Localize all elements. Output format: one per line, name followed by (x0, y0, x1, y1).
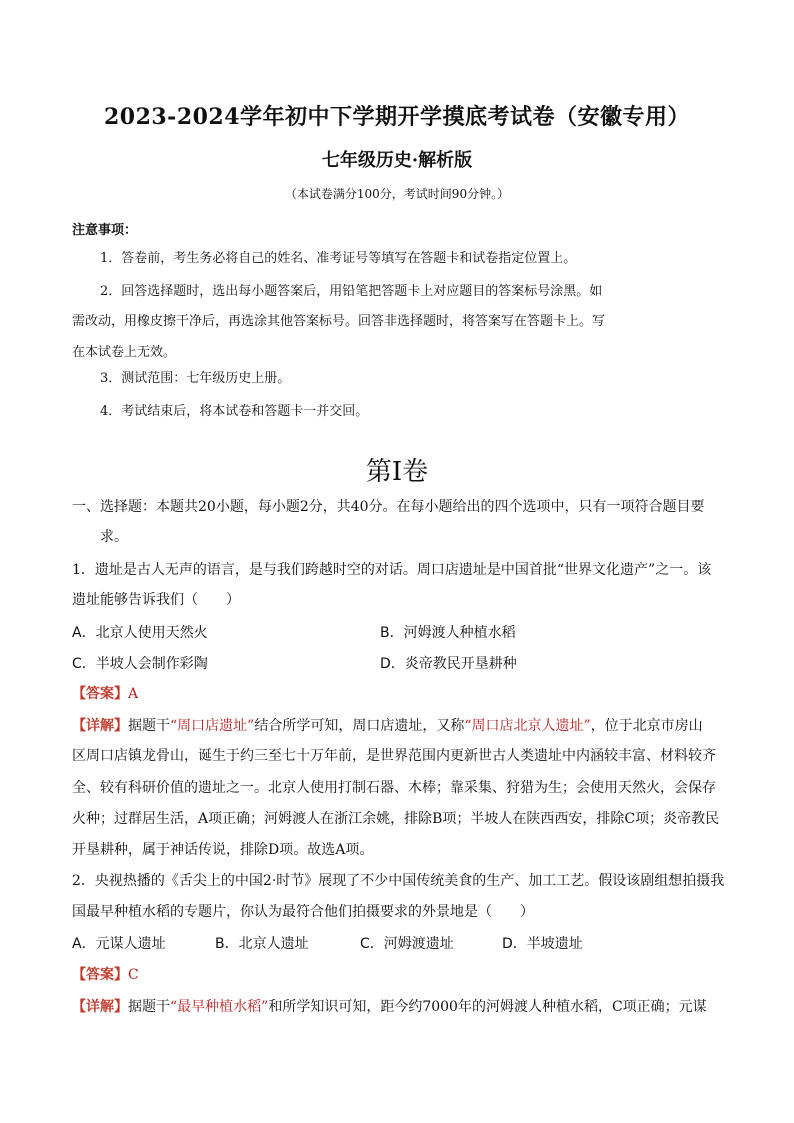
notice-item-2-line-3: 在本试卷上无效。 (72, 345, 177, 360)
notice-item-2-line-2: 需改动，用橡皮擦干净后，再选涂其他答案标号。回答非选择题时，将答案写在答题卡上。写 (72, 314, 606, 329)
q1-detail-quote: “周口店遗址” (170, 718, 255, 734)
q1-detail-label: 【详解】 (72, 718, 128, 734)
q2-detail-quote: “最早种植水稻” (170, 999, 269, 1015)
q1-option-d: D．炎帝教民开垦耕种 (380, 656, 517, 672)
q2-stem-line-2: 国最早种植水稻的专题片，你认为最符合他们拍摄要求的外景地是（ ） (72, 904, 534, 920)
q1-answer (72, 683, 138, 703)
q1-option-c: C．半坡人会制作彩陶 (72, 656, 208, 672)
section-heading-line-2: 求。 (100, 529, 128, 545)
q1-detail-line-5: 开垦耕种，属于神话传说，排除D项。故选A项。 (72, 842, 374, 858)
notice-item-4: 4．考试结束后，将本试卷和答题卡一并交回。 (100, 404, 369, 419)
q1-answer-label: 【答案】 (72, 686, 128, 702)
q1-detail-text: ，位于北京市房山 (590, 718, 703, 734)
q2-detail-text: 和所学知识可知，距今约7000年的河姆渡人种植水稻，C项正确；元谋 (268, 999, 707, 1015)
exam-note: （本试卷满分100分，考试时间90分钟。） (284, 187, 510, 201)
q2-option-b: B．北京人遗址 (215, 936, 309, 952)
exam-subtitle: 七年级历史·解析版 (321, 150, 473, 171)
q2-answer-label: 【答案】 (72, 967, 128, 983)
notice-item-3: 3．测试范围：七年级历史上册。 (100, 371, 291, 386)
q2-answer-value: C (128, 967, 139, 983)
part-title: 第Ⅰ卷 (365, 457, 429, 487)
notice-heading: 注意事项： (72, 223, 138, 238)
q1-detail-line-3: 全、较有科研价值的遗址之一。北京人使用打制石器、木棒；靠采集、狩猎为生；会使用天然火，会保存 (72, 780, 716, 796)
notice-item-2-line-1: 2．回答选择题时，选出每小题答案后，用铅笔把答题卡上对应题目的答案标号涂黑。如 (100, 284, 603, 299)
q2-detail-line-1 (72, 996, 707, 1016)
q1-detail-text: 结合所学可知，周口店遗址，又称 (254, 718, 465, 734)
q2-option-a: A．元谋人遗址 (72, 936, 166, 952)
q2-stem-line-1: 2．央视热播的《舌尖上的中国2·时节》展现了不少中国传统美食的生产、加工工艺。假设该剧组想拍摄我 (72, 873, 725, 889)
q1-detail-quote: “周口店北京人遗址” (464, 718, 591, 734)
q1-detail-line-1 (72, 715, 703, 735)
q1-detail-line-4: 火种；过群居生活，A项正确；河姆渡人在浙江余姚，排除B项；半坡人在陕西西安，排除C项；炎帝教民 (72, 811, 720, 827)
q1-stem-line-1: 1．遗址是古人无声的语言，是与我们跨越时空的对话。周口店遗址是中国首批“世界文化遗产”之一。该 (72, 562, 712, 578)
q2-answer (72, 964, 139, 984)
q1-option-a: A．北京人使用天然火 (72, 625, 208, 641)
q1-detail-line-2: 区周口店镇龙骨山，诞生于约三至七十万年前，是世界范围内更新世古人类遗址中内涵较丰富、材料较齐 (72, 748, 716, 764)
q1-stem-line-2: 遗址能够告诉我们（ ） (72, 592, 240, 608)
q1-answer-value: A (128, 686, 139, 702)
q1-detail-text: 据题干 (128, 718, 170, 734)
notice-item-1: 1．答卷前，考生务必将自己的姓名、准考证号等填写在答题卡和试卷指定位置上。 (100, 251, 577, 266)
q2-detail-text: 据题干 (128, 999, 170, 1015)
q2-detail-label: 【详解】 (72, 999, 128, 1015)
exam-title: 2023-2024学年初中下学期开学摸底考试卷（安徽专用） (103, 104, 691, 130)
q2-option-c: C．河姆渡遗址 (360, 936, 454, 952)
section-heading-line-1: 一、选择题：本题共20小题，每小题2分，共40分。在每小题给出的四个选项中，只有一项符合题目要 (72, 499, 705, 515)
q2-option-d: D．半坡遗址 (502, 936, 583, 952)
q1-option-b: B．河姆渡人种植水稻 (380, 625, 516, 641)
